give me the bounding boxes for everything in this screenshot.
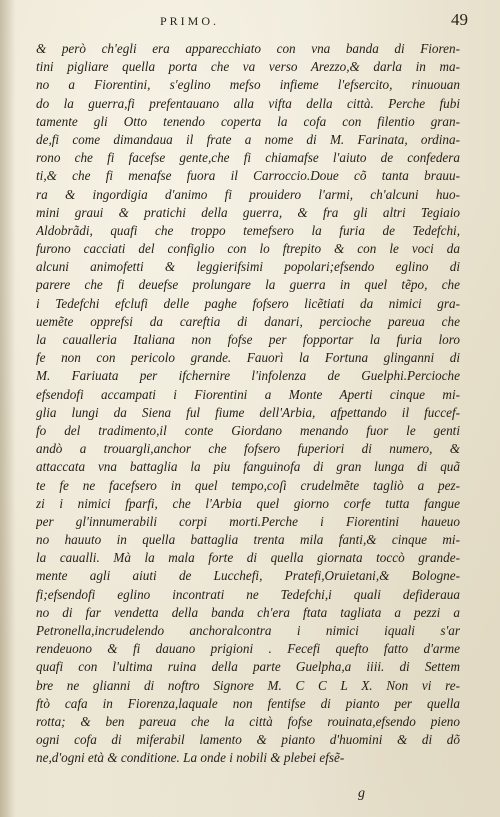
text-line: ra & ingordigia d'animo fi prouidero l'armi, ch'alcuni huo- [36, 186, 460, 202]
binding-gutter-shadow [0, 0, 16, 817]
text-line: rono che fi facefse gente,che fi chiamafse l'aiuto de confedera [36, 150, 460, 166]
text-line: fe non con pericolo grande. Fauorì la Fortuna glinganni di [36, 350, 460, 366]
text-line: i Tedefchi efclufi delle paghe fofsero licẽtiati da nimici gra- [36, 295, 460, 311]
text-line: attaccata vna battaglia la piu fanguinofa di gran lunga di quã [36, 459, 460, 475]
text-line: tamente gli Otto tenendo coperta la cofa con filentio gran- [36, 113, 460, 129]
text-line: efsendofi accampati i Fiorentini a Monte Aperti cinque mi- [36, 386, 460, 402]
text-block [36, 40, 460, 768]
text-line: no di far vendetta della banda ch'era ftata tagliata a pezzi a [36, 604, 460, 620]
text-line: mente agli aiuti de Lucchefi, Pratefi,Oruietani,& Bologne- [36, 568, 460, 584]
text-line: la caualleria Italiana non fofse per fopportar la furia loro [36, 332, 460, 347]
text-line: rotta; & ben pareua che la città fofse rouinata,efsendo pieno [36, 713, 460, 729]
text-line: ftò cafa in Fiorenza,laquale non fentifse di pianto per quella [36, 695, 460, 711]
text-line: uemẽte opprefsi da careftia di danari, percioche pareua che [36, 313, 460, 329]
text-line: la caualli. Mà la mala forte di quella giornata toccò grande- [36, 550, 460, 566]
text-line: Petronella,incrudelendo anchoralcontra i nimici iquali s'ar [36, 623, 460, 638]
text-line: quafi con l'ultima ruina della parte Guelpha,a iiii. di Settem [36, 659, 460, 675]
text-line: ogni cofa di miferabil lamento & pianto d'huomini & di dõ [36, 732, 460, 748]
text-line: te fe ne facefsero in quel tempo,coſì crudelmẽte tagliò a pez- [36, 477, 460, 493]
text-line: per gl'innumerabili corpi morti.Perche i Fiorentini haueuo [36, 513, 460, 529]
running-head: PRIMO. [160, 14, 220, 28]
text-line: glia lungi da Siena ful fiume dell'Arbia, afpettando il fuccef- [36, 404, 460, 420]
text-line: do la guerra,fi prefentauano alla vifta della città. Perche fubi [36, 95, 460, 111]
text-line: furono cacciati del configlio con lo ftrepito & con le voci da [36, 241, 460, 257]
text-line: parere che fi deuefse prolungare la guerra in quel tẽpo, che [36, 277, 460, 293]
text-line: fo del tradimento,il conte Giordano menando fuor le genti [36, 422, 460, 438]
text-line: no a Fiorentini, s'eglino mefso infieme l'efsercito, rinuouan [36, 77, 460, 93]
text-line: & però ch'egli era apparecchiato con vna banda di Fioren- [36, 41, 460, 56]
text-line: zi i nimici fparfi, che l'Arbia quel giorno corfe tutta fangue [36, 495, 460, 511]
text-line: M. Fariuata per ifchernire l'infolenza de Guelphi.Percioche [36, 368, 460, 384]
text-line: rendeuono & fi dauano prigioni . Fecefi quefto fatto d'arme [36, 641, 460, 657]
text-line: ne,d'ogni età & conditione. La onde i nobili & plebei efsẽ- [36, 750, 345, 766]
text-line: de,fi come dimandaua il frate a nome di M. Farinata, ordina- [36, 131, 460, 147]
text-line: ti,& che fi menafse fuora il Carroccio.Doue cõ tanta brauu- [36, 168, 460, 184]
text-line: mini graui & pratichi della guerra, & fra gli altri Tegiaio [36, 204, 460, 220]
text-line: tini pigliare quella porta che va verso Arezzo,& darla in ma- [36, 59, 460, 75]
signature-mark: g [358, 786, 365, 801]
page-number: 49 [451, 10, 468, 29]
text-line: andò a trouargli,anchor che fofsero fuperiori di numero, & [36, 441, 460, 457]
text-line: Aldobrãdi, quafi che troppo temefsero la furia de Tedefchi, [36, 222, 460, 238]
text-line: fi;efsendofi eglino incontrati ne Tedefchi,i quali defideraua [36, 586, 460, 602]
text-line: no hauuto in quella battaglia trenta mila fanti,& cinque mi- [36, 532, 460, 548]
text-line: alcuni animofetti & leggierifsimi popolari;efsendo eglino di [36, 259, 460, 275]
text-line: bre ne glianni di noftro Signore M. C C L X. Non vi re- [36, 677, 460, 693]
